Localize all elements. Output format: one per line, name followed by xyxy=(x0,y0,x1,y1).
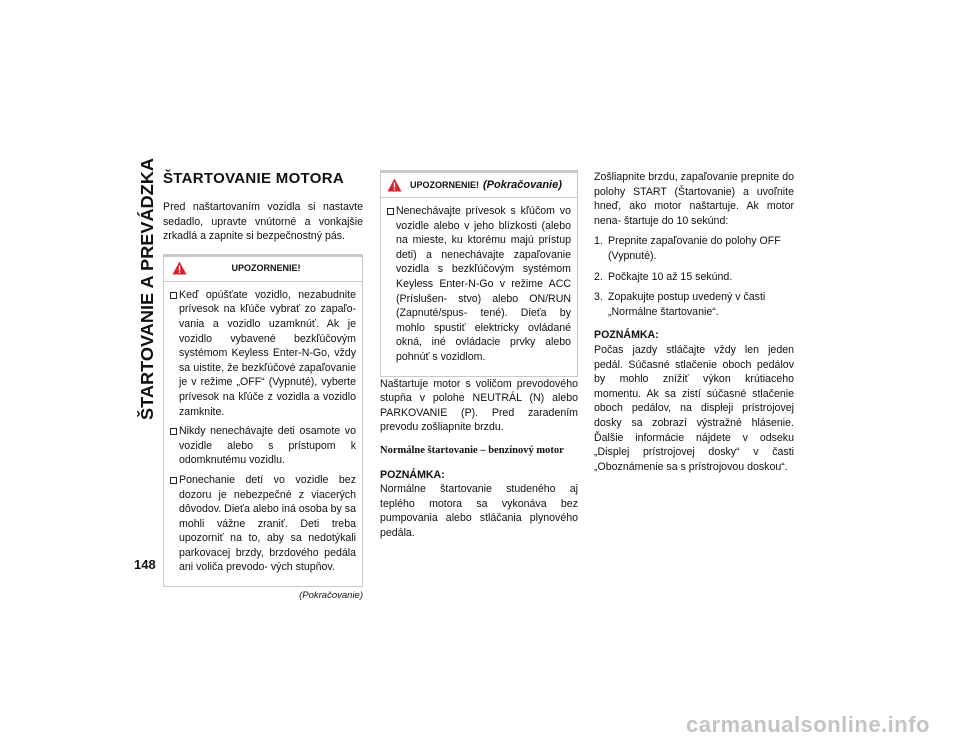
warning-item-text: Keď opúšťate vozidlo, nezabudnite prívesok na kľúče vybrať zo zapaľo- vania a vozidlo uzamknúť. Ak je vozidlo vybavené bezkľúčovým systémom Keyless Enter-N-Go, vždy sa uistite, že bezkľúčové zapaľovanie je v režime „OFF“ (Vypnuté), vyberte prívesok na kľúče z vozidla a vozidlo zamknite. xyxy=(179,288,356,418)
checkbox-bullet-icon xyxy=(387,204,396,365)
warning-triangle-icon xyxy=(172,261,187,275)
side-tab xyxy=(136,156,158,422)
column-3 xyxy=(594,170,794,474)
warning-item xyxy=(387,204,571,365)
note-text: Počas jazdy stláčajte vždy len jeden pedál. Súčasné stlačenie oboch pedálov by mohlo znížiť výkon krútiaceho momentu. Ak sa zistí súčasné stlačenie oboch pedálov, na displeji prístrojovej dosky sa zobrazí výstražné hlásenie. Ďalšie informácie nájdete v odseku „Displej prístrojovej dosky“ v časti „Oboznámenie sa s prístrojovou doskou“. xyxy=(594,343,794,473)
step-text: Prepnite zapaľovanie do polohy OFF (Vypnuté). xyxy=(608,235,781,262)
page-number: 148 xyxy=(134,557,156,572)
subheading: Normálne štartovanie – benzínový motor xyxy=(380,444,564,456)
step-item xyxy=(594,290,794,319)
warning-continued: (Pokračovanie) xyxy=(483,178,562,191)
warning-item-text: Nikdy nenechávajte deti osamote vo vozidle alebo s prístupom k odomknutému vozidlu. xyxy=(179,425,356,467)
watermark[interactable]: carmanualsonline.info xyxy=(686,712,930,737)
warning-header xyxy=(164,257,362,282)
warning-item xyxy=(170,288,356,419)
steps-list xyxy=(594,234,794,319)
warning-box-continued xyxy=(380,170,578,377)
warning-triangle-icon xyxy=(387,178,402,192)
checkbox-bullet-icon xyxy=(170,288,179,419)
warning-title: UPOZORNENIE! xyxy=(231,263,301,274)
warning-title: UPOZORNENIE! xyxy=(410,179,480,190)
continued-label: (Pokračovanie) xyxy=(299,590,363,602)
side-tab-svg xyxy=(136,156,158,422)
warning-item xyxy=(170,473,356,575)
warning-item-text: Nenechávajte prívesok s kľúčom vo vozidle alebo v jeho blízkosti (alebo na mieste, ku ktorému majú prístup deti) a nenechávajte zapaľovanie vozidla s bezkľúčovým systémom Keyless Enter-N-Go v režime ACC (Príslušen- stvo) alebo ON/RUN (Zapnuté/spus- tené). Dieťa by mohlo spustiť elektricky ovládané okná, iné ovládacie prvky alebo pohnúť s vozidlom. xyxy=(396,205,571,363)
warning-item xyxy=(170,424,356,468)
note-label: POZNÁMKA: xyxy=(594,329,659,342)
note-text: Normálne štartovanie studeného aj teplého motora sa vykonáva bez pumpovania alebo stláčania plynového pedála. xyxy=(380,483,578,539)
step-number: 2. xyxy=(594,270,603,283)
checkbox-bullet-icon xyxy=(170,424,179,468)
column-2 xyxy=(380,170,578,540)
warning-box xyxy=(163,254,363,587)
warning-item-text: Ponechanie detí vo vozidle bez dozoru je nebezpečné z viacerých dôvodov. Dieťa alebo iná osoba by sa mohli vážne zraniť. Deti treba upozorniť na to, aby sa nedotýkali parkovacej brzdy, brzdového pedála ani voliča prevodo- vých stupňov. xyxy=(179,473,356,574)
checkbox-bullet-icon xyxy=(170,473,179,575)
step-item xyxy=(594,270,794,285)
intro-paragraph: Pred naštartovaním vozidla si nastavte sedadlo, upravte vnútorné a vonkajšie zrkadlá a zapnite si bezpečnostný pás. xyxy=(163,201,363,243)
column-1 xyxy=(163,170,363,604)
warning-header xyxy=(381,173,577,198)
side-tab-label: ŠTARTOVANIE A PREVÁDZKA xyxy=(137,167,157,420)
step-number: 3. xyxy=(594,291,603,304)
step-text: Počkajte 10 až 15 sekúnd. xyxy=(608,270,733,283)
start-paragraph: Naštartuje motor s voličom prevodového stupňa v polohe NEUTRÁL (N) alebo PARKOVANIE (P). Pred zaradením prevodu zošliapnite brzdu. xyxy=(380,377,578,434)
section-title: ŠTARTOVANIE MOTORA xyxy=(163,170,344,187)
step-text: Zopakujte postup uvedený v časti „Normálne štartovanie“. xyxy=(608,291,766,318)
step-item xyxy=(594,234,794,263)
intro-paragraph: Zošliapnite brzdu, zapaľovanie prepnite do polohy START (Štartovanie) a uvoľnite hneď, ako motor naštartuje. Ak motor nena- štartuje do 10 sekúnd: xyxy=(594,171,794,227)
step-number: 1. xyxy=(594,235,603,248)
note-label: POZNÁMKA: xyxy=(380,468,445,481)
